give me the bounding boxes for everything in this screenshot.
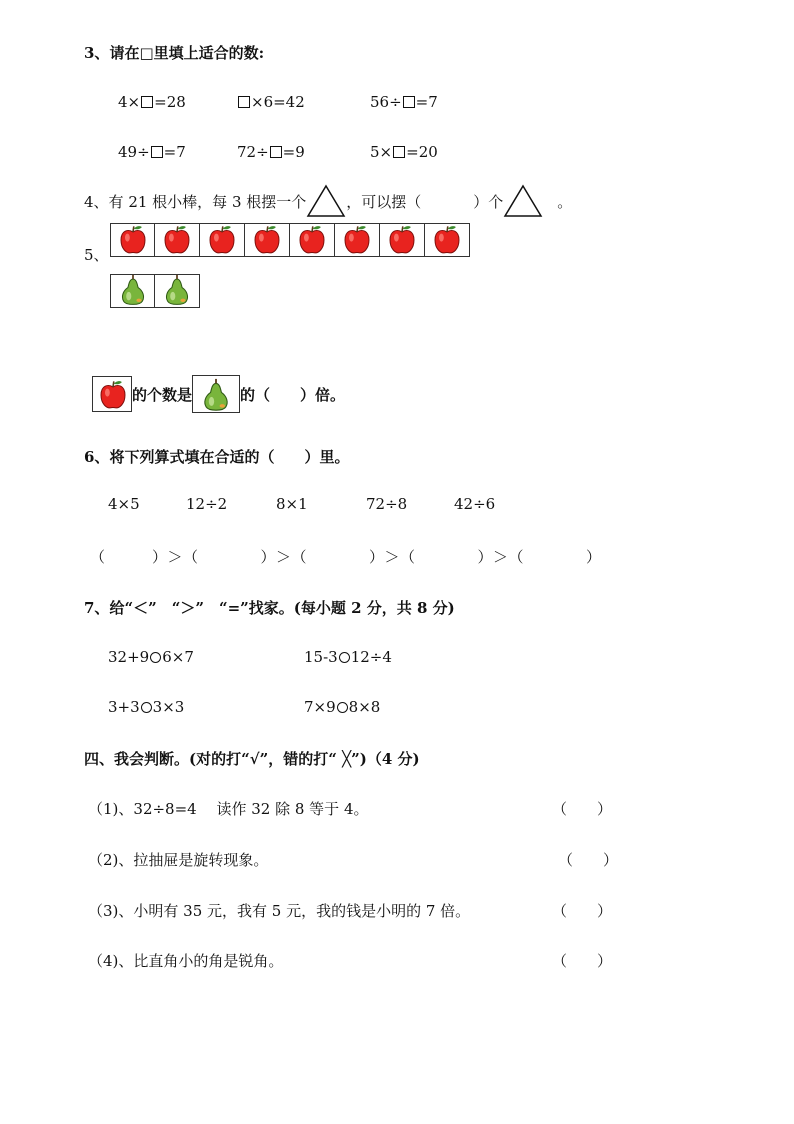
expression: 4×5 [108, 495, 140, 513]
section-4-heading: 四、我会判断。(对的打“√”，错的打“ ╳”)（4 分) [84, 750, 420, 768]
question-title: 将下列算式填在合适的（ ）里。 [109, 448, 350, 466]
judgment-item: （1)、32÷8=4 读作 32 除 8 等于 4。 [88, 800, 369, 818]
question-7-heading [84, 597, 455, 618]
blank-box[interactable] [393, 146, 405, 158]
pear-icon [155, 274, 200, 308]
question-6-heading [84, 446, 349, 467]
question-number: 5、 [84, 246, 109, 264]
equation: 56÷ =7 [370, 93, 438, 111]
expression: 12÷2 [186, 495, 228, 513]
judgment-item: （4)、比直角小的角是锐角。 [88, 952, 284, 970]
question-number: 3、 [84, 44, 110, 62]
blank-box[interactable] [141, 96, 153, 108]
equation: 5× =20 [370, 143, 438, 161]
judgment-blank[interactable]: （ ） [558, 851, 619, 869]
apple-icon [425, 223, 470, 257]
question-number: 7、 [84, 599, 110, 617]
question-title: 请在□里填上适合的数: [109, 44, 265, 62]
comparison: 32+9 6×7 [108, 648, 194, 666]
pear-icon [192, 375, 240, 413]
pear-row [110, 274, 200, 308]
blank-box[interactable] [238, 96, 250, 108]
apple-row [110, 223, 470, 257]
question-title: 给“＜” “＞” “=”找家。(每小题 2 分，共 8 分) [109, 599, 455, 617]
comparison: 7×9 8×8 [304, 698, 381, 716]
question-5-statement: 的个数是 的（ ）倍。 [92, 375, 345, 413]
compare-circle[interactable] [339, 652, 350, 663]
blank-box[interactable] [270, 146, 282, 158]
blank-box[interactable] [403, 96, 415, 108]
equation: 4× =28 [118, 93, 186, 111]
apple-icon [245, 223, 290, 257]
compare-circle[interactable] [150, 652, 161, 663]
judgment-item: （2)、拉抽屉是旋转现象。 [88, 851, 269, 869]
apple-icon [92, 376, 132, 412]
comparison: 3+3 3×3 [108, 698, 185, 716]
compare-circle[interactable] [337, 702, 348, 713]
judgment-blank[interactable]: （ ） [552, 800, 613, 818]
equation: 72÷ =9 [237, 143, 305, 161]
equation: ×6=42 [237, 93, 305, 111]
apple-icon [290, 223, 335, 257]
comparison: 15-3 12÷4 [304, 648, 392, 666]
blank-box[interactable] [151, 146, 163, 158]
apple-icon [380, 223, 425, 257]
question-4: 4、 有 21 根小棒，每 3 根摆一个 ，可以摆（ ）个 。 [84, 183, 572, 219]
apple-icon [335, 223, 380, 257]
question-number: 4、 [84, 192, 109, 211]
judgment-item: （3)、小明有 35 元，我有 5 元，我的钱是小明的 7 倍。 [88, 902, 471, 920]
pear-icon [110, 274, 155, 308]
judgment-blank[interactable]: （ ） [552, 952, 613, 970]
compare-circle[interactable] [141, 702, 152, 713]
expression: 8×1 [276, 495, 308, 513]
apple-icon [155, 223, 200, 257]
apple-icon [200, 223, 245, 257]
apple-icon [110, 223, 155, 257]
question-3-heading [84, 42, 264, 63]
triangle-icon [306, 184, 346, 218]
triangle-icon [503, 184, 543, 218]
judgment-blank[interactable]: （ ） [552, 902, 613, 920]
question-number: 6、 [84, 448, 110, 466]
equation: 49÷ =7 [118, 143, 186, 161]
expression: 42÷6 [454, 495, 496, 513]
ordering-answer-line[interactable]: （ ）＞（ ）＞（ ）＞（ ）＞（ ） [90, 548, 602, 566]
expression: 72÷8 [366, 495, 408, 513]
